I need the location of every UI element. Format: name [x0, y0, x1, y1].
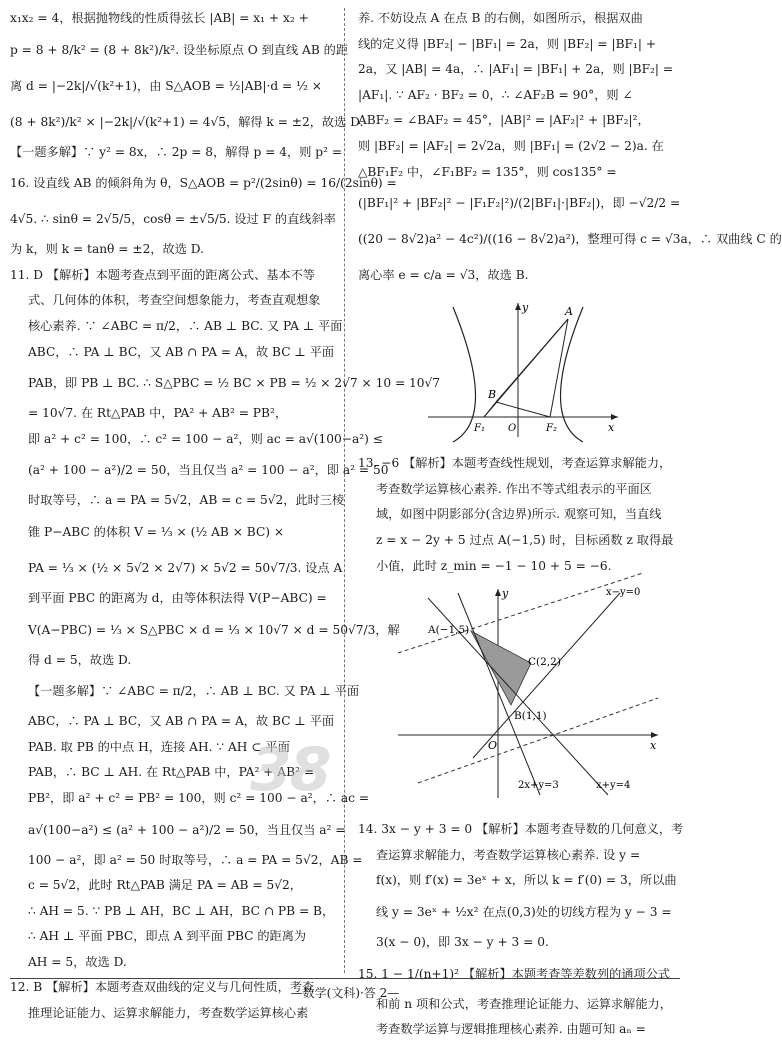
- fig2-line-label-2: 2x+y=3: [518, 780, 559, 792]
- text-line: c = 5√2，此时 Rt△PAB 满足 PA = AB = 5√2，: [28, 878, 302, 893]
- text-line: PB²，即 a² + c² = PB² = 100，则 c² = 100 − a²，∴ ac =: [28, 790, 370, 805]
- text-line: 时取等号，∴ a = PA = 5√2，AB = c = 5√2，此时三棱: [28, 493, 345, 508]
- text-line: △BF₁F₂ 中，∠F₁BF₂ = 135°，则 cos135° =: [358, 164, 617, 179]
- text-line: ((20 − 8√2)a² − 4c²)/((16 − 8√2)a²)，整理可得 c = √3a，∴ 双曲线 C 的: [358, 232, 782, 247]
- text-line: 即 a² + c² = 100，∴ c² = 100 − a²，则 ac = a√(100−a²) ≤: [28, 431, 383, 446]
- text-line: ∴ AH ⊥ 平面 PBC，即点 A 到平面 PBC 的距离为: [28, 929, 307, 944]
- text-line: 离心率 e = c/a = √3，故选 B.: [358, 268, 529, 283]
- hyperbola-svg: [358, 297, 680, 447]
- fig2-line-label-3: x+y=4: [596, 780, 631, 792]
- fig1-point-f1: F₁: [474, 423, 485, 435]
- hyperbola-left-branch: [453, 307, 476, 442]
- fig1-y-label: y: [522, 301, 529, 315]
- fig1-x-label: x: [608, 421, 615, 435]
- shaded-feasible-region: [471, 631, 531, 705]
- text-line: 域，如图中阴影部分(含边界)所示. 观察可知，当直线: [376, 507, 662, 522]
- text-line: p = 8 + 8/k² = (8 + 8k²)/k². 设坐标原点 O 到直线 AB 的距: [10, 42, 349, 57]
- text-line: 核心素养. ∵ ∠ABC = π/2，∴ AB ⊥ BC. 又 PA ⊥ 平面: [28, 318, 343, 333]
- text-line: AH = 5，故选 D.: [28, 954, 127, 969]
- footer-rule: [10, 978, 680, 979]
- text-line: 16. 设直线 AB 的倾斜角为 θ，S△AOB = p²/(2sinθ) = 16/(2sinθ) =: [10, 176, 397, 191]
- text-line: V(A−PBC) = ⅓ × S△PBC × d = ⅓ × 10√7 × d = 50√7/3，解: [28, 622, 400, 637]
- fig2-point-a: A(−1,5): [428, 624, 470, 637]
- fig2-line-label-1: x−y=0: [606, 587, 641, 599]
- hyperbola-figure: [358, 297, 680, 447]
- text-line: ABC，∴ PA ⊥ BC，又 AB ∩ PA = A，故 BC ⊥ 平面: [28, 344, 335, 359]
- text-line: PA = ⅓ × (½ × 5√2 × 2√7) × 5√2 = 50√7/3. 设点 A: [28, 560, 343, 575]
- text-line: PAB，∴ BC ⊥ AH. 在 Rt△PAB 中，PA² + AB² =: [28, 765, 315, 780]
- text-line: |AF₁|. ∵ AF₂ · BF₂ = 0，∴ ∠AF₂B = 90°，则 ∠: [358, 87, 633, 102]
- text-line: 15. 1 − 1/(n+1)² 【解析】本题考查等差数列的通项公式: [358, 966, 671, 981]
- right-column: [358, 6, 782, 1043]
- fig2-x-label: x: [650, 739, 657, 753]
- text-line: 推理论证能力、运算求解能力，考查数学运算核心素: [28, 1006, 309, 1021]
- line-2x-plus-y: [458, 593, 540, 795]
- text-line: 3(x − 0)，即 3x − y + 3 = 0.: [376, 934, 549, 949]
- region-svg: [358, 583, 680, 813]
- text-line: 锥 P−ABC 的体积 V = ⅓ × (½ AB × BC) ×: [28, 524, 285, 539]
- text-line: ∴ AH = 5. ∵ PB ⊥ AH，BC ⊥ AH，BC ∩ PB = B，: [28, 903, 335, 918]
- text-line: 14. 3x − y + 3 = 0 【解析】本题考查导数的几何意义，考: [358, 822, 684, 837]
- text-line: 和前 n 项和公式，考查推理论证能力、运算求解能力，: [376, 996, 672, 1011]
- text-line: 【一题多解】∵ y² = 8x，∴ 2p = 8，解得 p = 4，则 p² =: [10, 144, 343, 159]
- text-line: 小值，此时 z_min = −1 − 10 + 5 = −6.: [376, 558, 612, 573]
- text-line: ABC，∴ PA ⊥ BC，又 AB ∩ PA = A，故 BC ⊥ 平面: [28, 714, 335, 729]
- watermark-logo: 38: [250, 735, 330, 805]
- text-line: z = x − 2y + 5 过点 A(−1,5) 时，目标函数 z 取得最: [376, 532, 674, 547]
- text-line: 离 d = |−2k|/√(k²+1)，由 S△AOB = ½|AB|·d = ½ ×: [10, 78, 323, 93]
- text-line: (|BF₁|² + |BF₂|² − |F₁F₂|²)/(2|BF₁|·|BF₂|)，即 −√2/2 =: [358, 196, 681, 211]
- text-line: x₁x₂ = 4，根据抛物线的性质得弦长 |AB| = x₁ + x₂ +: [10, 11, 309, 25]
- text-line: (8 + 8k²)/k² × |−2k|/√(k²+1) = 4√5，解得 k = ±2，故选 D.: [10, 114, 364, 129]
- text-line: 12. B 【解析】本题考查双曲线的定义与几何性质，考查: [10, 980, 315, 995]
- text-line: = 10√7. 在 Rt△PAB 中，PA² + AB² = PB²，: [28, 406, 288, 421]
- fig1-point-f2: F₂: [546, 423, 557, 435]
- text-line: a√(100−a²) ≤ (a² + 100 − a²)/2 = 50，当且仅当 a² =: [28, 822, 346, 837]
- text-line: 2a，又 |AB| = 4a，∴ |AF₁| = |BF₁| + 2a，则 |BF₂| =: [358, 62, 674, 77]
- text-line: ABF₂ = ∠BAF₂ = 45°，|AB|² = |AF₂|² + |BF₂|²，: [358, 113, 650, 128]
- text-line: 得 d = 5，故选 D.: [28, 652, 132, 667]
- text-line: 11. D 【解析】本题考查点到平面的距离公式、基本不等: [10, 267, 316, 282]
- text-line: 养. 不妨设点 A 在点 B 的右侧，如图所示，根据双曲: [358, 11, 643, 25]
- text-line: 100 − a²，即 a² = 50 时取等号，∴ a = PA = 5√2，AB =: [28, 852, 363, 867]
- fig1-origin: O: [508, 423, 517, 435]
- text-line: 为 k，则 k = tanθ = ±2，故选 D.: [10, 242, 204, 257]
- fig2-origin: O: [488, 739, 498, 753]
- fig1-point-b: B: [488, 388, 497, 402]
- text-line: 到平面 PBC 的距离为 d，由等体积法得 V(P−ABC) =: [28, 590, 327, 605]
- linear-programming-figure: [358, 583, 680, 813]
- problem-13: [358, 451, 680, 579]
- text-line: 【一题多解】∵ ∠ABC = π/2，∴ AB ⊥ BC. 又 PA ⊥ 平面: [28, 684, 360, 699]
- problem-12-continued: [358, 6, 782, 293]
- problems-14-15: [358, 817, 684, 1043]
- text-line: PAB，即 PB ⊥ BC. ∴ S△PBC = ½ BC × PB = ½ × 2√7 × 10 = 10√7: [28, 376, 441, 391]
- text-line: 考查数学运算与逻辑推理核心素养. 由题可知 aₙ =: [376, 1022, 646, 1037]
- fig2-y-label: y: [502, 587, 509, 601]
- text-line: PAB. 取 PB 的中点 H，连接 AH. ∵ AH ⊂ 平面: [28, 739, 290, 754]
- text-line: 4√5. ∴ sinθ = 2√5/5，cosθ = ±√5/5. 设过 F 的直线斜率: [10, 212, 336, 227]
- text-line: f(x)，则 f′(x) = 3eˣ + x，所以 k = f′(0) = 3，所以曲: [376, 873, 677, 888]
- text-line: 线的定义得 |BF₂| − |BF₁| = 2a，则 |BF₂| = |BF₁| +: [358, 36, 657, 51]
- objective-line-upper: [398, 573, 643, 653]
- fig2-point-b: B(1,1): [514, 710, 547, 723]
- text-line: (a² + 100 − a²)/2 = 50，当且仅当 a² = 100 − a²，即 a² = 50: [28, 463, 389, 478]
- text-line: 查运算求解能力，考查数学运算核心素养. 设 y =: [376, 847, 641, 862]
- text-line: 考查数学运算核心素养. 作出不等式组表示的平面区: [376, 481, 652, 496]
- text-line: 13. −6 【解析】本题考查线性规划，考查运算求解能力，: [358, 456, 672, 471]
- fig1-point-a: A: [565, 305, 573, 319]
- text-line: 线 y = 3eˣ + ½x² 在点(0,3)处的切线方程为 y − 3 =: [376, 904, 672, 919]
- page-footer: —数学(文科)·答 2—: [290, 986, 400, 1000]
- fig2-point-c: C(2,2): [528, 656, 561, 669]
- text-line: 则 |BF₂| = |AF₂| = 2√2a，则 |BF₁| = (2√2 − 2)a. 在: [358, 138, 664, 153]
- text-line: 式、几何体的体积，考查空间想象能力，考查直观想象: [28, 293, 321, 308]
- hyperbola-right-branch: [561, 307, 584, 442]
